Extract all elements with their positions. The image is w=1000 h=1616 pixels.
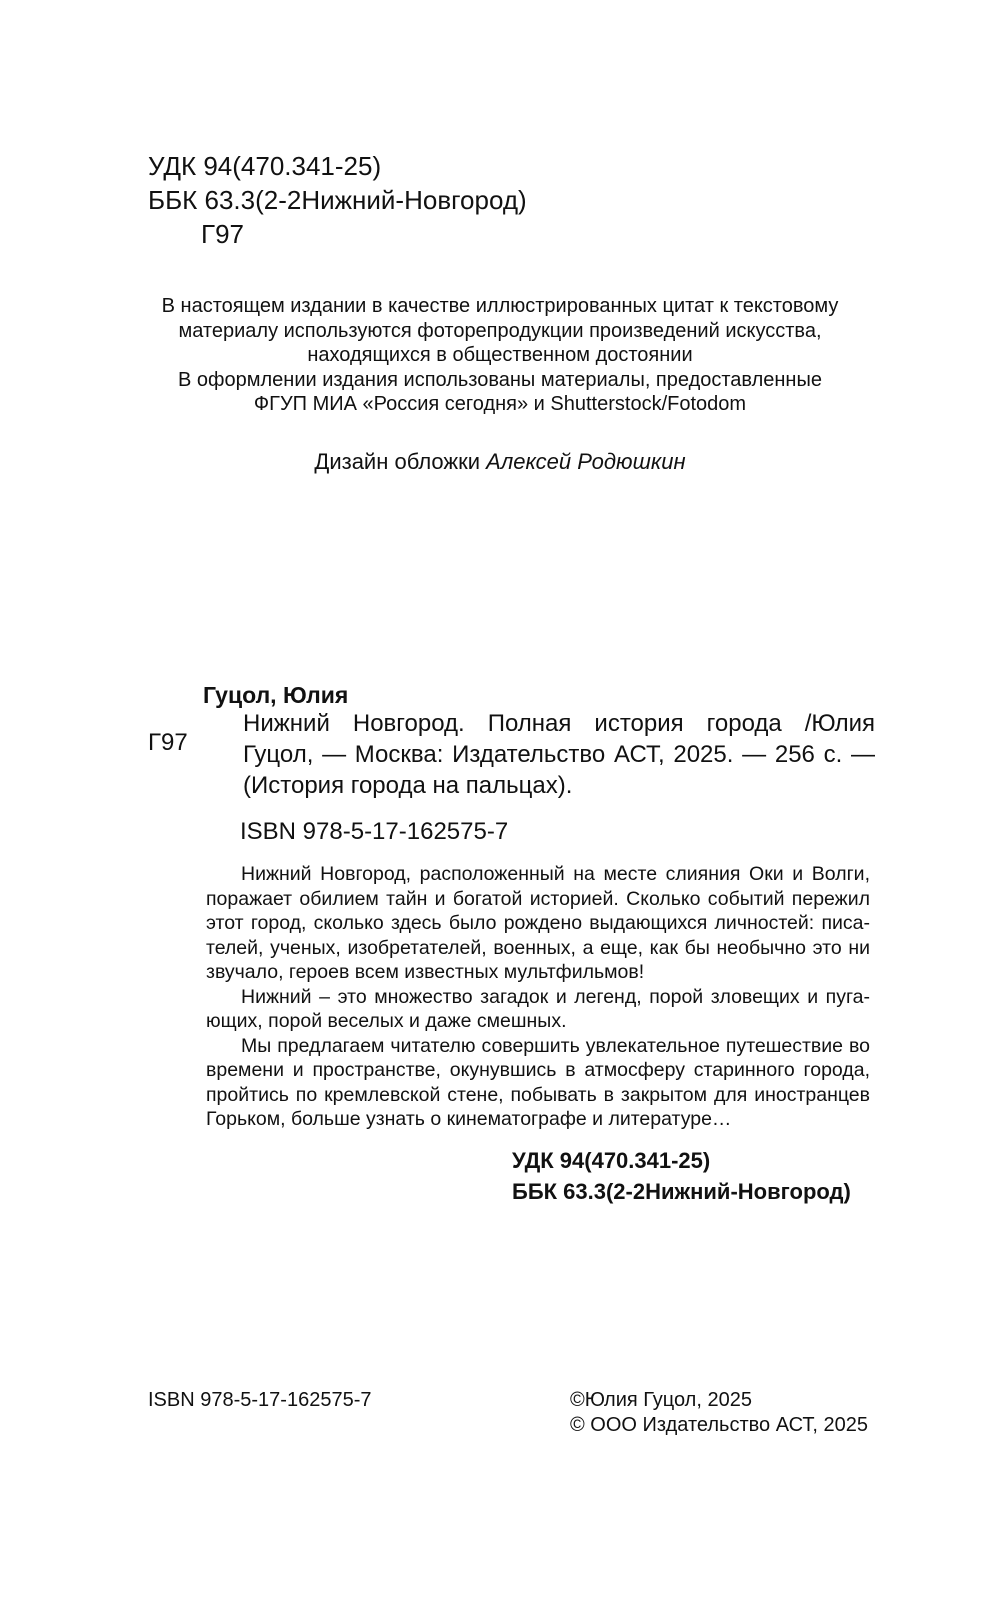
annotation-line: ющих, порой веселых и даже смешных. [206,1010,567,1032]
annotation-line: этот город, сколько здесь было рождено выдающихся личностей: писа- [206,912,870,934]
citation-line: (История города на пальцах). [243,772,573,799]
annotation-line: звучало, героев всем известных мультфильмов! [206,961,645,983]
copyright-author: ©Юлия Гуцол, 2025 [570,1389,752,1411]
catalog-author-sign: Г97 [148,729,188,756]
notice-line: В настоящем издании в качестве иллюстрированных цитат к текстовому [161,295,839,317]
copyright-block [570,1388,868,1437]
annotation-line: поражает обилием тайн и богатой историей. Сколько событий пережил [206,887,870,910]
copyright-publisher: © ООО Издательство АСТ, 2025 [570,1413,868,1436]
catalog-author: Гуцол, Юлия [203,682,349,708]
annotation-line: времени и пространстве, окунувшись в атмосферу старинного города, [206,1059,870,1081]
notice-line: материалу используются фоторепродукции произведений искусства, [178,319,822,342]
citation-line: Гуцол, — Москва: Издательство АСТ, 2025. — 256 с. — [243,741,875,768]
annotation-line: телей, ученых, изобретателей, военных, а еще, как бы необычно это ни [206,936,870,959]
annotation-line: Нижний – это множество загадок и легенд, порой зловещих и пуга- [241,985,870,1008]
annotation-line: пройтись по кремлевской стене, побывать в закрытом для иностранцев [206,1083,870,1106]
bbk-code-bottom: ББК 63.3(2-2Нижний-Новгород) [512,1179,851,1204]
udk-code-top: УДК 94(470.341-25) [148,151,382,181]
notice-line: находящихся в общественном достоянии [307,344,693,366]
catalog-citation [243,708,875,801]
annotation-line: Нижний Новгород, расположенный на месте слияния Оки и Волги, [241,863,870,885]
catalog-isbn: ISBN 978-5-17-162575-7 [240,818,509,845]
cover-design-credit [100,448,900,476]
design-label: Дизайн обложки [314,449,481,474]
annotation [206,862,870,1132]
rights-notice [100,294,900,417]
bbk-code-top: ББК 63.3(2-2Нижний-Новгород) [148,185,527,215]
author-sign-top: Г97 [201,219,244,249]
footer-isbn: ISBN 978-5-17-162575-7 [148,1389,372,1411]
notice-line: ФГУП МИА «Россия сегодня» и Shutterstock/Fotodom [253,393,747,415]
designer-name: Алексей Родюшкин [486,449,686,474]
annotation-line: Горьком, больше узнать о кинематографе и литературе… [206,1108,732,1130]
notice-line: В оформлении издания использованы материалы, предоставленные [178,368,822,391]
classification-footer [512,1145,851,1207]
citation-line: Нижний Новгород. Полная история города /Юлия [243,710,875,737]
annotation-line: Мы предлагаем читателю совершить увлекательное путешествие во [241,1034,870,1057]
udk-code-bottom: УДК 94(470.341-25) [512,1148,711,1173]
